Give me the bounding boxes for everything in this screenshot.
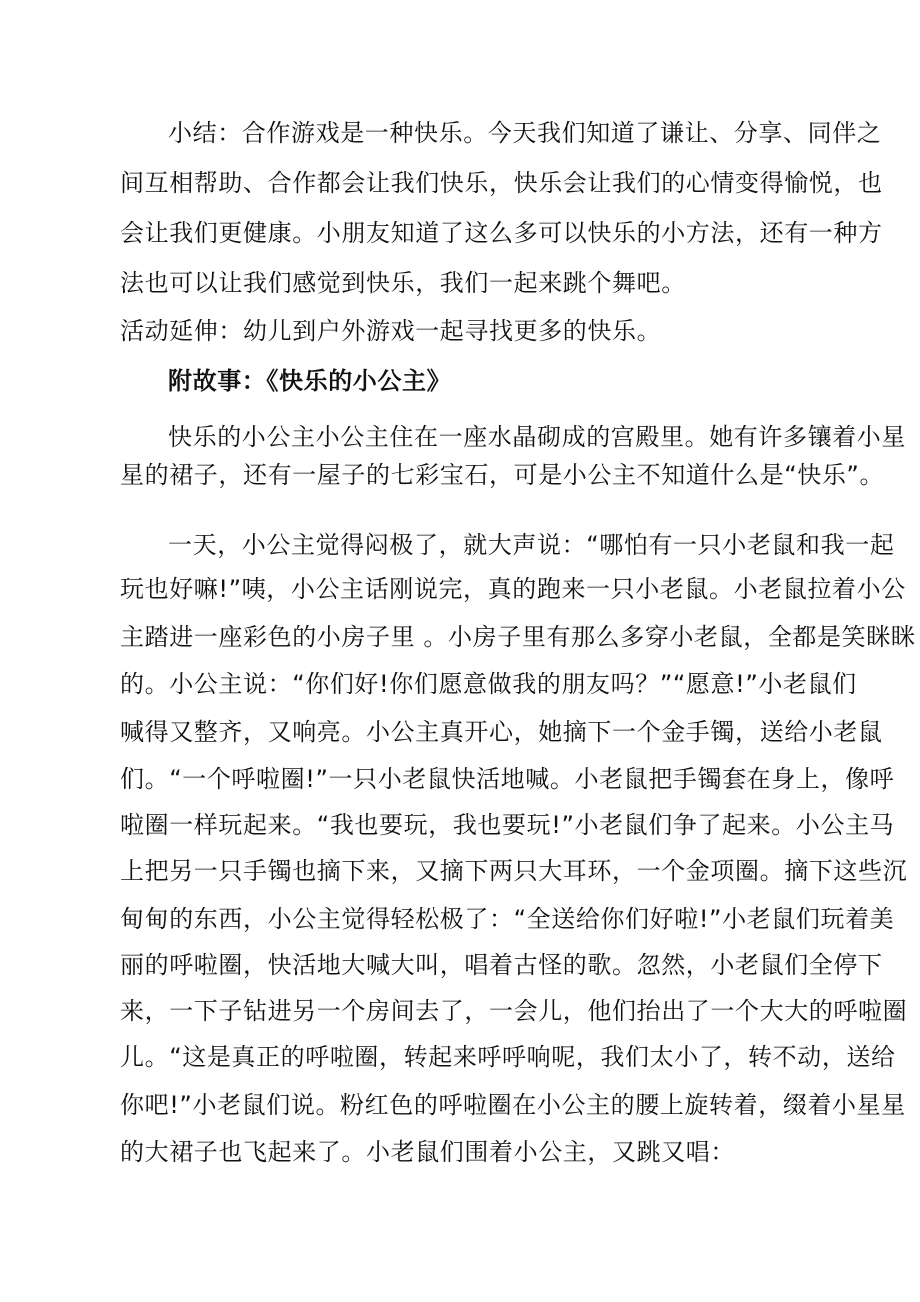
summary-line-2: 间互相帮助、合作都会让我们快乐，快乐会让我们的心情变得愉悦，也 <box>120 169 883 197</box>
summary-line-3: 会让我们更健康。小朋友知道了这么多可以快乐的小方法，还有一种方 <box>120 219 883 247</box>
story-heading: 附故事：《快乐的小公主》 <box>168 367 452 395</box>
story-body-line-13: 你吧!”小老鼠们说。粉红色的呼啦圈在小公主的腰上旋转着，缀着小星星 <box>120 1091 906 1119</box>
story-body-line-2: 玩也好嘛!”咦，小公主话刚说完，真的跑来一只小老鼠。小老鼠拉着小公 <box>120 575 906 603</box>
story-body-line-6: 们。“一个呼啦圈!”一只小老鼠快活地喊。小老鼠把手镯套在身上，像呼 <box>120 765 895 793</box>
activity-extension: 活动延伸：幼儿到户外游戏一起寻找更多的快乐。 <box>120 317 662 345</box>
story-body-line-9: 甸甸的东西，小公主觉得轻松极了：“全送给你们好啦!”小老鼠们玩着美 <box>120 905 895 933</box>
story-body-line-14: 的大裙子也飞起来了。小老鼠们围着小公主，又跳又唱： <box>120 1138 735 1166</box>
story-body-line-1: 一天，小公主觉得闷极了，就大声说：“哪怕有一只小老鼠和我一起 <box>168 531 895 559</box>
story-intro-line-2: 星的裙子，还有一屋子的七彩宝石，可是小公主不知道什么是“快乐”。 <box>120 461 885 489</box>
story-body-line-12: 儿。“这是真正的呼啦圈，转起来呼呼响呢，我们太小了，转不动，送给 <box>120 1043 896 1071</box>
story-intro-line-1: 快乐的小公主小公主住在一座水晶砌成的宫殿里。她有许多镶着小星 <box>168 423 906 451</box>
summary-line-1: 小结：合作游戏是一种快乐。今天我们知道了谦让、分享、同伴之 <box>168 119 882 147</box>
story-body-line-7: 啦圈一样玩起来。“我也要玩，我也要玩!”小老鼠们争了起来。小公主马 <box>120 811 895 839</box>
story-body-line-8: 上把另一只手镯也摘下来，又摘下两只大耳环，一个金项圈。摘下这些沉 <box>120 857 908 885</box>
story-body-line-10: 丽的呼啦圈，快活地大喊大叫，唱着古怪的歌。忽然，小老鼠们全停下 <box>120 951 883 979</box>
story-body-line-5: 喊得又整齐，又响亮。小公主真开心，她摘下一个金手镯，送给小老鼠 <box>120 718 883 746</box>
story-body-line-4: 的。小公主说：“你们好!你们愿意做我的朋友吗？”“愿意!”小老鼠们 <box>120 670 857 698</box>
summary-line-4: 法也可以让我们感觉到快乐，我们一起来跳个舞吧。 <box>120 269 686 297</box>
story-body-line-3: 主踏进一座彩色的小房子里 。小房子里有那么多穿小老鼠，全都是笑眯眯 <box>120 623 916 651</box>
story-body-line-11: 来，一下子钻进另一个房间去了，一会儿，他们抬出了一个大大的呼啦圈 <box>120 997 908 1025</box>
